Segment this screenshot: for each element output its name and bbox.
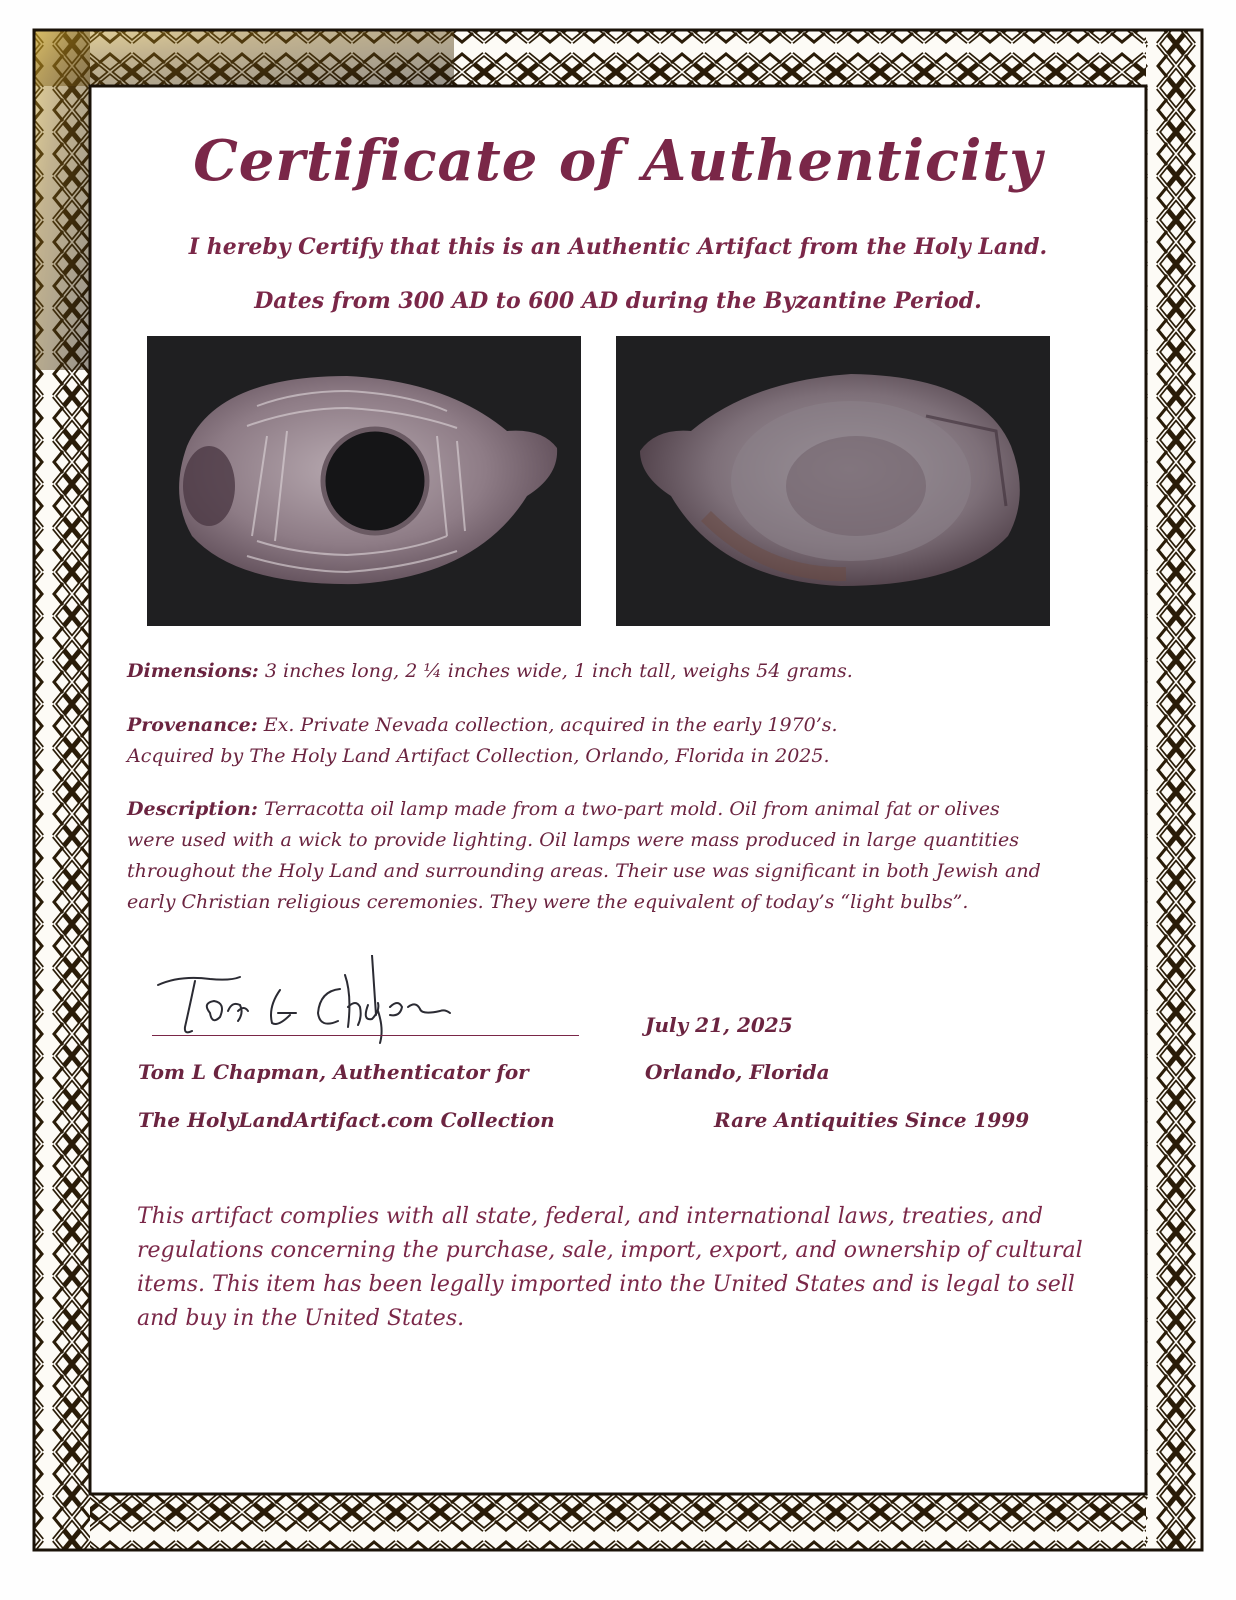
description-text: Terracotta oil lamp made from a two-part mold. Oil from animal fat or olives were used with a wick to provide lighting. Oil lamps were mass produced in large quantities throughout the Holy Land and surrounding areas. Their use was significant in both Jewish and early Christian religious ceremonies. They were the equivalent of today’s “light bulbs”. xyxy=(127,798,1041,913)
certificate-place: Orlando, Florida xyxy=(645,1060,830,1084)
lamp-bottom-photo xyxy=(616,336,1050,626)
dimensions-paragraph xyxy=(127,656,1107,687)
dimensions-text: 3 inches long, 2 ¼ inches wide, 1 inch tall, weighs 54 grams. xyxy=(264,660,853,682)
authenticity-statement: I hereby Certify that this is an Authentic Artifact from the Holy Land. xyxy=(188,234,1048,260)
legal-compliance-text: This artifact complies with all state, federal, and international laws, treaties, and regulations concerning the purchase, sale, import, export, and ownership of cultural items. This item has been legally imported into the United States and is legal to sell and buy in the United States. xyxy=(137,1204,1083,1331)
provenance-label: Provenance: xyxy=(127,714,258,736)
authenticator-name: Tom L Chapman, Authenticator for xyxy=(138,1060,529,1084)
provenance-paragraph xyxy=(127,710,1107,772)
dimensions-label: Dimensions: xyxy=(127,660,259,682)
dating-statement: Dates from 300 AD to 600 AD during the Byzantine Period. xyxy=(254,288,982,314)
oil-lamp-bottom-image xyxy=(616,336,1050,626)
provenance-line-1: Ex. Private Nevada collection, acquired in the early 1970’s. xyxy=(263,714,838,736)
description-label: Description: xyxy=(127,798,258,820)
certificate-date: July 21, 2025 xyxy=(645,1013,793,1037)
oil-lamp-top-image xyxy=(147,336,581,626)
provenance-line-2: Acquired by The Holy Land Artifact Collection, Orlando, Florida in 2025. xyxy=(127,745,830,767)
collection-name: The HolyLandArtifact.com Collection xyxy=(138,1108,555,1132)
description-paragraph xyxy=(127,794,1047,918)
tagline: Rare Antiquities Since 1999 xyxy=(714,1108,1030,1132)
handwritten-signature xyxy=(140,955,580,1045)
lamp-top-photo xyxy=(147,336,581,626)
certificate-title: Certificate of Authenticity xyxy=(193,128,1043,194)
signature-line xyxy=(152,1035,579,1036)
